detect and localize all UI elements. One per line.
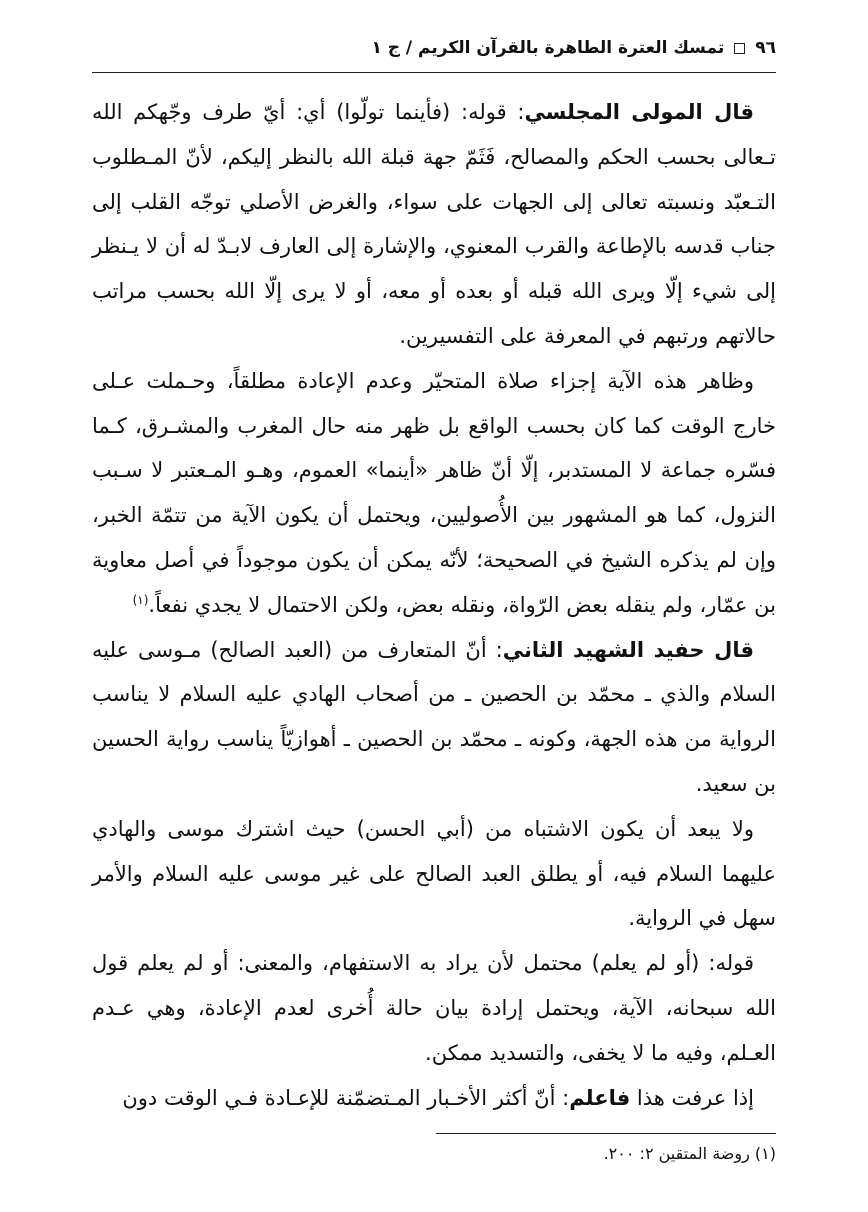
paragraph-text: إذا عرفت هذا xyxy=(630,1085,754,1110)
paragraph-text: ولا يبعد أن يكون الاشتباه من (أبي الحسن) حيث اشترك موسى والهادي عليهما السلام فيه، أو يطلق العبد الصالح على غير موسى عليه السلام والأمر سهل في الرواية. xyxy=(92,816,776,931)
paragraph-aw-lam-yalam xyxy=(92,941,776,1075)
paragraph-text: : قوله: (فأينما تولّوا) أي: أيّ طرف وجّهكم الله تـعالى بحسب الحكم والمصالح، فَثَمّ جهة قبلة الله بالنظر إليكم، لأنّ المـطلوب التـعبّد ونسبته تعالى إلى الجهات على سواء، والغرض الأصلي توجّه القلب إلى جناب قدسه بالإطاعة والقرب المعنوي، والإشارة إلى العارف لابـدّ له أن لا يـنظر إلى شيء إلّا ويرى الله قبله أو بعده أو معه، أو لا يرى إلّا الله بحسب مراتب حالاتهم ورتبهم في المعرفة على التفسيرين. xyxy=(92,100,776,348)
page-number: ٩٦ xyxy=(755,38,776,58)
paragraph-verse-interpretation xyxy=(92,359,776,628)
paragraph-text: وظاهر هذه الآية إجزاء صلاة المتحيّر وعدم الإعادة مطلقاً، وحـملت عـلى خارج الوقت كما كان بحسب الواقع بل ظهر منه حال المغرب والمشـرق، كـما فسّره جماعة لا المستدبر، إلّا أنّ ظاهر «أينما» العموم، وهـو المـعتبر لا سـبب النزول، كما هو المشهور بين الأُصوليين، ويحتمل أن يكون الآية من تتمّة الخبر، وإن لم يذكره الشيخ في الصحيحة؛ لأنّه يمكن أن يكون موجوداً في أصل معاوية بن عمّار، ولم ينقله بعض الرّواة، ونقله بعض، ولكن الاحتمال لا يجدي نفعاً. xyxy=(92,368,776,617)
paragraph-text: قوله: (أو لم يعلم) محتمل لأن يراد به الاستفهام، والمعنى: أو لم يعلم قول الله سبحانه، الآية، ويحتمل إرادة بيان حالة أُخرى لعدم الإعادة، وهي عـدم العـلم، وفيه ما لا يخفى، والتسديد ممكن. xyxy=(92,951,776,1065)
footnote-divider xyxy=(436,1133,776,1134)
square-ornament-icon xyxy=(734,43,745,54)
emphasis-label: فاعلم xyxy=(569,1085,631,1110)
paragraph-text: : أنّ المتعارف من (العبد الصالح) مـوسى عليه السلام والذي ـ محمّد بن الحصين ـ من أصحاب الهادي عليه السلام لا يناسب الرواية من هذه الجهة، وكونه ـ محمّد بن الحصين ـ أهوازيّاً يناسب رواية الحسين بن سعيد. xyxy=(92,637,776,796)
paragraph-hafid xyxy=(92,628,776,807)
main-text xyxy=(92,90,776,1120)
speaker-label: قال المولى المجلسي xyxy=(524,100,754,124)
paragraph-fa-ilam xyxy=(92,1076,776,1121)
page-header xyxy=(92,28,776,68)
paragraph-ishtibah xyxy=(92,807,776,941)
footnote: (١) روضة المتقين ٢: ٢٠٠. xyxy=(603,1144,776,1163)
paragraph-majlisi xyxy=(92,90,776,359)
footnote-mark: (١) xyxy=(132,592,149,607)
paragraph-text: : أنّ أكثر الأخـبار المـتضمّنة للإعـادة فـي الوقت دون xyxy=(122,1085,570,1110)
speaker-label: قال حفيد الشهيد الثاني xyxy=(502,637,755,662)
book-title: تمسك العترة الطاهرة بالقرآن الكريم / ج ١ xyxy=(371,38,725,58)
header-divider xyxy=(92,72,776,73)
